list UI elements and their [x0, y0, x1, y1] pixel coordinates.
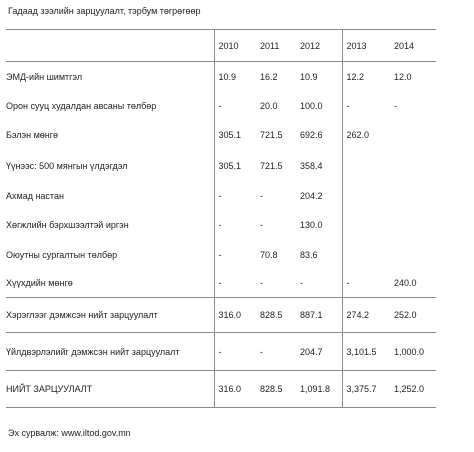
value-2010: -: [214, 240, 256, 269]
row-label: Бэлэн мөнгө: [6, 130, 59, 140]
table-title: Гадаад зээлийн зарцуулалт, тэрбум төгрөгөөр: [8, 6, 201, 16]
value-2010: -: [214, 269, 256, 298]
value-2013: [342, 150, 390, 181]
table-row: [6, 240, 436, 269]
value-2011: -: [260, 190, 263, 201]
row-label: Ахмад настан: [6, 190, 64, 201]
row-label: Хэрэглээг дэмжсэн нийт зарцуулалт: [6, 298, 214, 333]
header-cell-2013: 2013: [342, 30, 390, 62]
source-note: Эх сурвалж: www.iltod.gov.mn: [8, 428, 131, 438]
value-2014: 252.0: [390, 298, 436, 333]
value-2012: 204.7: [296, 333, 342, 371]
value-2011: 828.5: [256, 371, 296, 408]
value-2012: 887.1: [296, 298, 342, 333]
value-2013: 3,375.7: [342, 371, 390, 408]
table-row: [6, 269, 436, 298]
value-2013: 262.0: [342, 120, 390, 150]
header-cell-2011: 2011: [256, 30, 296, 62]
value-2010: -: [214, 181, 256, 210]
table-row: [6, 298, 436, 333]
value-2010: 316.0: [214, 371, 256, 408]
value-2012: 204.2: [300, 190, 323, 201]
value-2013: [342, 181, 390, 210]
table-row: [6, 210, 436, 240]
value-2013: 3,101.5: [342, 333, 390, 371]
value-2012: 692.6: [300, 130, 323, 140]
table-row: [6, 92, 436, 120]
row-label: ЭМД-ийн шимтгэл: [6, 72, 83, 82]
table-row: [6, 181, 436, 210]
value-2013: 12.2: [342, 62, 390, 93]
table-header-row: [6, 30, 436, 62]
value-2014: 240.0: [390, 269, 436, 298]
value-2013: 274.2: [342, 298, 390, 333]
value-2014: [390, 181, 436, 210]
row-label: НИЙТ ЗАРЦУУЛАЛТ: [6, 371, 214, 408]
header-cell-label: [6, 30, 214, 62]
row-label: Үүнээс: 500 мянгын үлдэгдэл: [6, 160, 128, 171]
value-2010: -: [214, 92, 256, 120]
value-2014: 1,252.0: [390, 371, 436, 408]
value-2011: 70.8: [260, 249, 278, 260]
table-row: [6, 62, 436, 93]
value-2010: -: [214, 210, 256, 240]
value-2011: 16.2: [260, 72, 278, 82]
value-2012: 130.0: [300, 220, 323, 230]
value-2014: [390, 150, 436, 181]
value-2010: 10.9: [214, 62, 256, 93]
header-cell-2012: 2012: [296, 30, 342, 62]
value-2012: -: [296, 269, 342, 298]
value-2012: 1,091.8: [296, 371, 342, 408]
table-row: [6, 120, 436, 150]
value-2013: -: [342, 269, 390, 298]
row-label: Оюутны сургалтын төлбөр: [6, 249, 118, 260]
value-2011: -: [260, 220, 263, 230]
header-cell-2014: 2014: [390, 30, 436, 62]
value-2014: [390, 120, 436, 150]
value-2013: -: [342, 92, 390, 120]
value-2012: 10.9: [300, 72, 318, 82]
table-row: [6, 371, 436, 408]
value-2014: -: [394, 101, 397, 111]
value-2010: 316.0: [214, 298, 256, 333]
value-2014: 1,000.0: [390, 333, 436, 371]
value-2014: 12.0: [394, 72, 412, 82]
row-label: Хүүхдийн мөнгө: [6, 269, 214, 298]
value-2011: -: [256, 333, 296, 371]
table-row: [6, 150, 436, 181]
value-2012: 100.0: [300, 101, 323, 111]
value-2012: 83.6: [300, 249, 318, 260]
value-2011: 828.5: [256, 298, 296, 333]
value-2011: 20.0: [260, 101, 278, 111]
value-2012: 358.4: [300, 160, 323, 171]
value-2011: 721.5: [260, 130, 283, 140]
value-2010: 305.1: [214, 120, 256, 150]
value-2014: [390, 240, 436, 269]
value-2011: 721.5: [260, 160, 283, 171]
row-label: Хөгжлийн бэрхшээлтэй иргэн: [6, 220, 129, 230]
value-2014: [390, 210, 436, 240]
value-2013: [342, 240, 390, 269]
value-2013: [342, 210, 390, 240]
value-2010: 305.1: [214, 150, 256, 181]
table-row: [6, 333, 436, 371]
expenditure-table: [6, 29, 436, 408]
header-cell-2010: 2010: [214, 30, 256, 62]
value-2010: -: [214, 333, 256, 371]
row-label: Үйлдвэрлэлийг дэмжсэн нийт зарцуулалт: [6, 333, 214, 371]
row-label: Орон сууц худалдан авсаны төлбөр: [6, 101, 157, 111]
value-2011: -: [256, 269, 296, 298]
